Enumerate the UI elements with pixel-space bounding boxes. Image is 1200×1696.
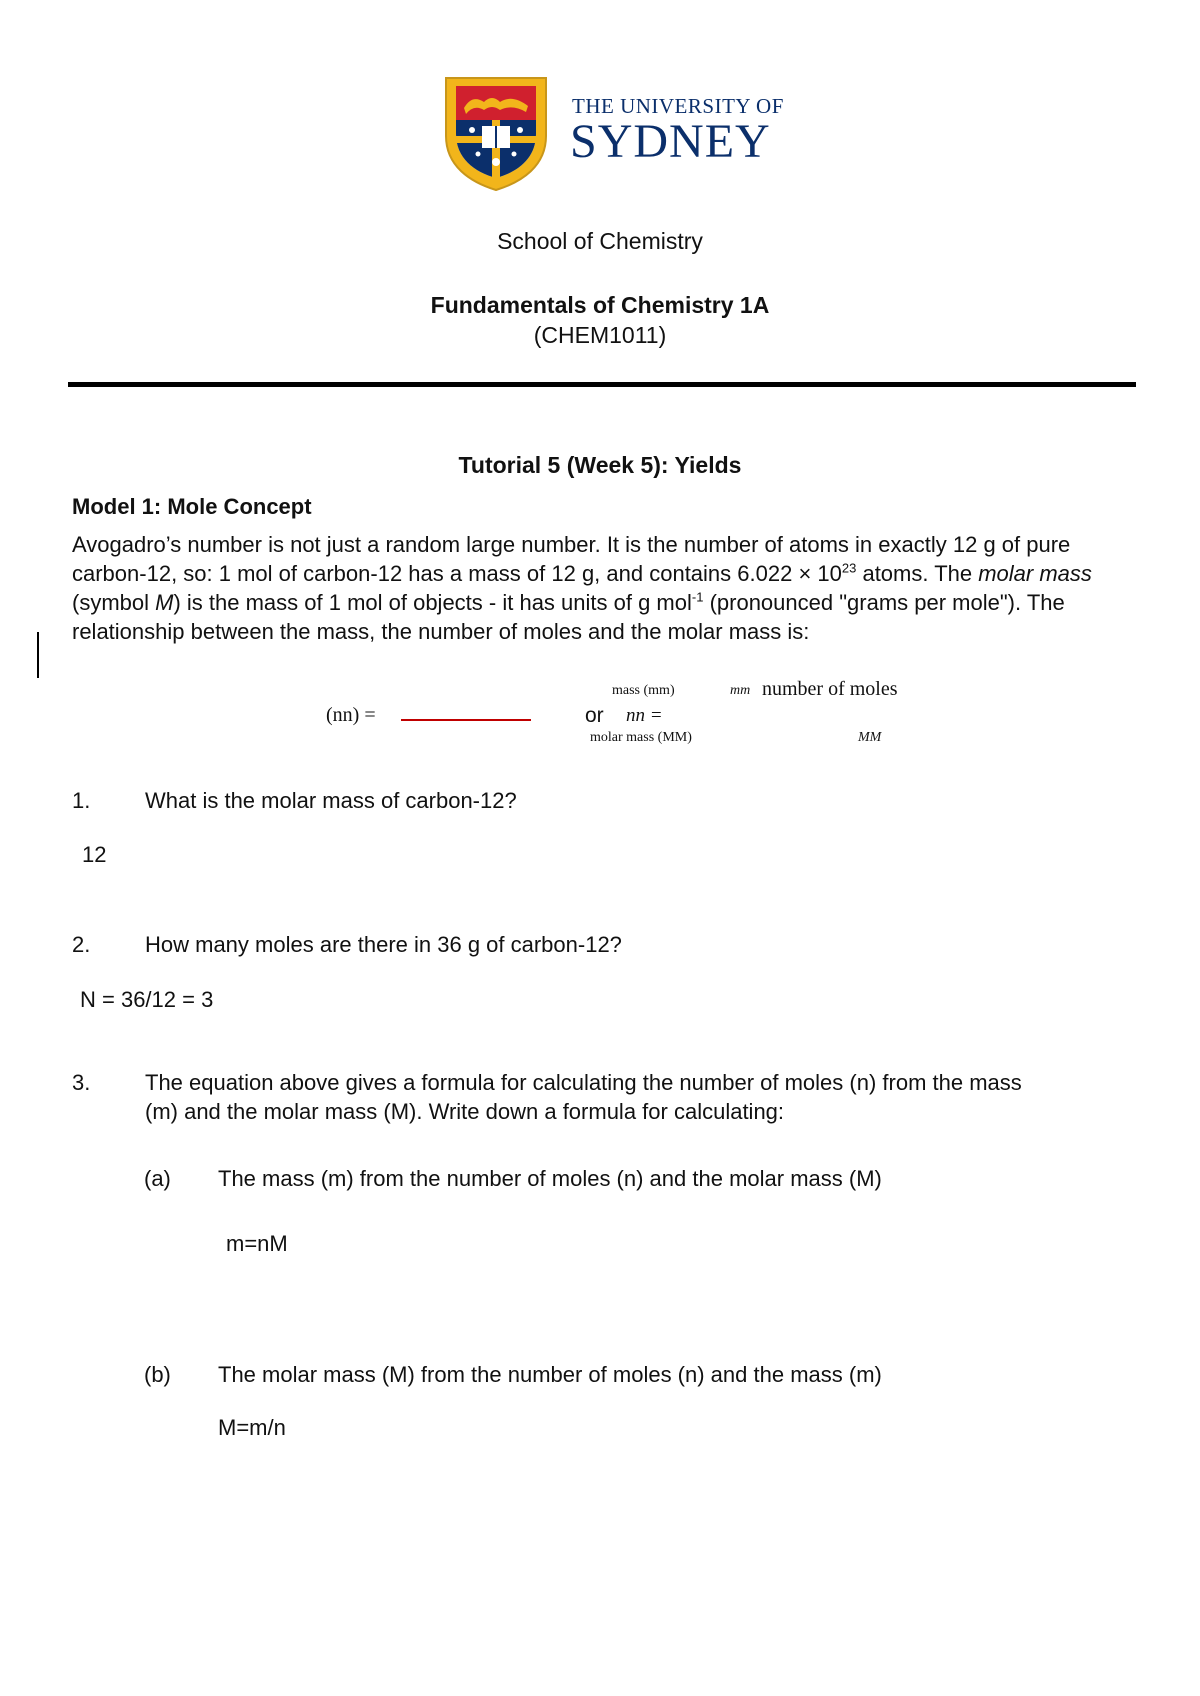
text-cursor (37, 632, 39, 678)
formula-n-equals: nn = (626, 705, 663, 726)
formula-mm-label: mm (730, 683, 751, 698)
question-1-text: What is the molar mass of carbon-12? (145, 788, 517, 813)
university-name-line1: THE UNIVERSITY OF (572, 94, 784, 118)
model-paragraph (72, 530, 1142, 646)
question-2-text: How many moles are there in 36 g of carbon-12? (145, 932, 622, 957)
formula-number-of-moles: number of moles (762, 678, 898, 700)
paragraph-text: Avogadro’s number is not just a random large number. It is the number of atoms in exactly 12 g of pure carbon-12, so: 1 mol of carbon-12 has a mass of 12 g, and contains 6.022 × 10 (72, 532, 1071, 586)
formula-mm-bottom: MM (858, 730, 882, 745)
question-2-number: 2. (72, 932, 91, 957)
subquestion-a-text: The mass (m) from the number of moles (n) and the molar mass (M) (218, 1166, 882, 1191)
university-crest-icon (442, 74, 550, 192)
university-name-line2: SYDNEY (570, 115, 771, 168)
tutorial-title: Tutorial 5 (Week 5): Yields (458, 452, 742, 478)
subquestion-b-answer: M=m/n (218, 1415, 286, 1440)
model-heading: Model 1: Mole Concept (72, 494, 312, 519)
formula-lhs: (nn) = (326, 704, 376, 726)
question-3-text-line1: The equation above gives a formula for calculating the number of moles (n) from the mass (145, 1070, 1022, 1095)
unit-exponent: -1 (691, 589, 704, 605)
school-name: School of Chemistry (497, 228, 703, 254)
symbol-m: M (155, 590, 174, 615)
fraction-line (401, 719, 531, 721)
paragraph-text: ) is the mass of 1 mol of objects - it has units of g mol (173, 590, 692, 615)
formula-top-label: mass (mm) (612, 683, 675, 698)
subquestion-b-label: (b) (144, 1362, 171, 1387)
formula-or: or (585, 704, 604, 727)
subquestion-b-text: The molar mass (M) from the number of moles (n) and the mass (m) (218, 1362, 882, 1387)
question-1-answer: 12 (82, 842, 107, 867)
paragraph-text: (pronounced "grams per mole"). The relationship between the mass, the number of moles and the molar mass is: (72, 590, 1065, 644)
university-logo (442, 74, 782, 192)
question-3-text-line2: (m) and the molar mass (M). Write down a formula for calculating: (145, 1099, 785, 1124)
paragraph-text: atoms. The (856, 561, 979, 586)
course-title: Fundamentals of Chemistry 1A (430, 292, 770, 318)
header-divider (68, 382, 1136, 387)
question-2-answer: N = 36/12 = 3 (80, 987, 214, 1012)
formula-bottom-label: molar mass (MM) (590, 730, 692, 745)
paragraph-text: (symbol (72, 590, 156, 615)
question-1-number: 1. (72, 788, 91, 813)
question-3-number: 3. (72, 1070, 91, 1095)
course-code: (CHEM1011) (533, 322, 667, 348)
exponent: 23 (841, 560, 857, 576)
molar-mass-term: molar mass (978, 561, 1092, 586)
subquestion-a-label: (a) (144, 1166, 171, 1191)
subquestion-a-answer: m=nM (226, 1231, 288, 1256)
